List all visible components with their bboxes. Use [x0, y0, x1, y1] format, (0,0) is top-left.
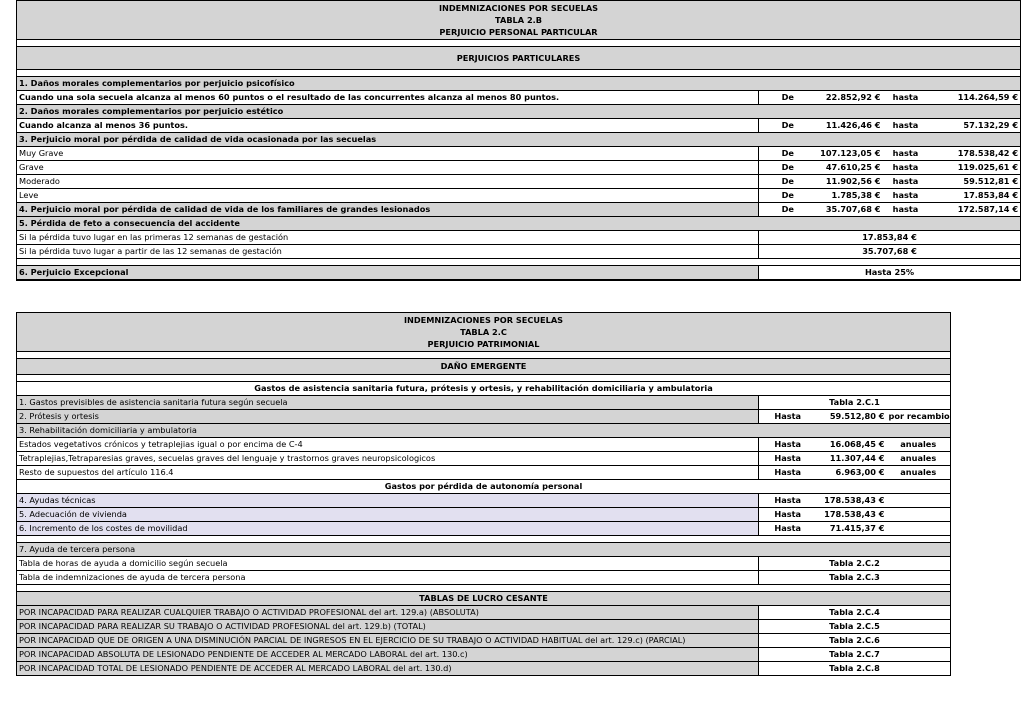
max-value: 172.587,14 €: [929, 203, 1021, 217]
row-empty: [887, 522, 951, 536]
max-value: 114.264,59 €: [929, 91, 1021, 105]
rehabilitacion-heading: 3. Rehabilitación domiciliaria y ambulatoria: [17, 424, 951, 438]
table-row: [17, 161, 1021, 175]
row-value: Hasta 25%: [759, 266, 1021, 281]
section-2-heading: 2. Daños morales complementarios por perjuicio estético: [17, 105, 1021, 119]
row-label: Resto de supuestos del artículo 116.4: [17, 466, 759, 480]
table-row: [17, 175, 1021, 189]
row-label: 2. Prótesis y ortesis: [17, 410, 759, 424]
table-row: [17, 557, 951, 571]
row-note: anuales: [887, 438, 951, 452]
table-row: [17, 634, 951, 648]
row-note: por recambio: [887, 410, 951, 424]
table-row: [17, 438, 951, 452]
spacer-row: [17, 375, 951, 382]
row-label: Cuando una sola secuela alcanza al menos 60 puntos o el resultado de las concurrentes alcanza al menos 80 puntos.: [17, 91, 759, 105]
de-label: De: [759, 91, 817, 105]
spacer-row: [17, 259, 1021, 266]
row-label: 1. Gastos previsibles de asistencia sanitaria futura según secuela: [17, 396, 759, 410]
de-label: De: [759, 147, 817, 161]
min-value: 47.610,25 €: [817, 161, 883, 175]
row-value: 11.307,44 €: [817, 452, 887, 466]
perjuicios-particulares-header: PERJUICIOS PARTICULARES: [17, 47, 1021, 70]
table-row: [17, 522, 951, 536]
hasta-label: Hasta: [759, 466, 817, 480]
table-row: [17, 620, 951, 634]
spacer-row: [17, 585, 951, 592]
row-value: Tabla 2.C.3: [759, 571, 951, 585]
de-label: De: [759, 161, 817, 175]
max-value: 17.853,84 €: [929, 189, 1021, 203]
row-empty: [887, 494, 951, 508]
row-label: Cuando alcanza al menos 36 puntos.: [17, 119, 759, 133]
section-6-heading: 6. Perjuicio Excepcional: [17, 266, 759, 281]
table-2c-header: [17, 313, 951, 352]
table-row: [17, 606, 951, 620]
table-2b-title-line3: PERJUICIO PERSONAL PARTICULAR: [439, 27, 598, 37]
row-label: Moderado: [17, 175, 759, 189]
spacer-row: [17, 352, 951, 359]
table-row: [17, 508, 951, 522]
row-value: 178.538,43 €: [817, 494, 887, 508]
row-value: Tabla 2.C.5: [759, 620, 951, 634]
row-value: Tabla 2.C.1: [759, 396, 951, 410]
hasta-label: Hasta: [759, 522, 817, 536]
row-value: 35.707,68 €: [759, 245, 1021, 259]
hasta-label: hasta: [883, 203, 929, 217]
spacer-row: [17, 40, 1021, 47]
row-value: 59.512,80 €: [817, 410, 887, 424]
row-label: Muy Grave: [17, 147, 759, 161]
table-row: [17, 648, 951, 662]
row-value: Tabla 2.C.4: [759, 606, 951, 620]
max-value: 178.538,42 €: [929, 147, 1021, 161]
table-row: [17, 662, 951, 676]
table-row: [17, 91, 1021, 105]
row-value: 71.415,37 €: [817, 522, 887, 536]
table-row: [17, 147, 1021, 161]
row-value: Tabla 2.C.2: [759, 557, 951, 571]
table-2c-title-line2: TABLA 2.C: [460, 327, 507, 337]
hasta-label: hasta: [883, 119, 929, 133]
hasta-label: hasta: [883, 161, 929, 175]
row-label: Si la pérdida tuvo lugar en las primeras 12 semanas de gestación: [17, 231, 759, 245]
table-2b-title-line2: TABLA 2.B: [495, 15, 543, 25]
hasta-label: Hasta: [759, 438, 817, 452]
table-row: [17, 203, 1021, 217]
row-label: 5. Adecuación de vivienda: [17, 508, 759, 522]
max-value: 59.512,81 €: [929, 175, 1021, 189]
row-value: 17.853,84 €: [759, 231, 1021, 245]
section-4-heading: 4. Perjuicio moral por pérdida de calidad de vida de los familiares de grandes lesionados: [17, 203, 759, 217]
table-2b-title-line1: INDEMNIZACIONES POR SECUELAS: [438, 3, 599, 13]
lucro-cesante-header: TABLAS DE LUCRO CESANTE: [17, 592, 951, 606]
spacer-row: [17, 536, 951, 543]
table-row: [17, 466, 951, 480]
table-row: [17, 494, 951, 508]
table-row: [17, 410, 951, 424]
row-label: Tabla de horas de ayuda a domicilio según secuela: [17, 557, 759, 571]
row-value: Tabla 2.C.8: [759, 662, 951, 676]
min-value: 107.123,05 €: [817, 147, 883, 161]
min-value: 11.902,56 €: [817, 175, 883, 189]
row-label: 6. Incremento de los costes de movilidad: [17, 522, 759, 536]
min-value: 11.426,46 €: [817, 119, 883, 133]
table-2c-title-line1: INDEMNIZACIONES POR SECUELAS: [403, 315, 564, 325]
table-row: [17, 245, 1021, 259]
row-value: Tabla 2.C.6: [759, 634, 951, 648]
hasta-label: Hasta: [759, 494, 817, 508]
table-row: [17, 452, 951, 466]
table-row: [17, 231, 1021, 245]
gastos-asistencia-heading: Gastos de asistencia sanitaria futura, prótesis y ortesis, y rehabilitación domiciliaria y ambulatoria: [17, 382, 951, 396]
row-note: anuales: [887, 452, 951, 466]
spacer-row: [17, 70, 1021, 77]
row-label: POR INCAPACIDAD PARA REALIZAR SU TRABAJO O ACTIVIDAD PROFESIONAL del art. 129.b) (TOTAL): [17, 620, 759, 634]
dano-emergente-header: DAÑO EMERGENTE: [17, 359, 951, 375]
row-value: Tabla 2.C.7: [759, 648, 951, 662]
tercera-persona-heading: 7. Ayuda de tercera persona: [17, 543, 951, 557]
hasta-label: Hasta: [759, 410, 817, 424]
row-label: 4. Ayudas técnicas: [17, 494, 759, 508]
table-row: [17, 119, 1021, 133]
section-5-heading: 5. Pérdida de feto a consecuencia del accidente: [17, 217, 1021, 231]
hasta-label: hasta: [883, 147, 929, 161]
table-row: [17, 266, 1021, 281]
max-value: 57.132,29 €: [929, 119, 1021, 133]
row-value: 6.963,00 €: [817, 466, 887, 480]
table-row: [17, 396, 951, 410]
table-2b: [16, 0, 1021, 281]
table-2c: [16, 312, 951, 676]
section-3-heading: 3. Perjuicio moral por pérdida de calidad de vida ocasionada por las secuelas: [17, 133, 1021, 147]
row-value: 178.538,43 €: [817, 508, 887, 522]
row-label: POR INCAPACIDAD PARA REALIZAR CUALQUIER TRABAJO O ACTIVIDAD PROFESIONAL del art. 129.a) (ABSOLUTA): [17, 606, 759, 620]
table-row: [17, 189, 1021, 203]
row-label: POR INCAPACIDAD QUE DE ORIGEN A UNA DISMINUCIÓN PARCIAL DE INGRESOS EN EL EJERCICIO DE SU TRABAJO O ACTIVIDAD HABITUAL del art. 129.c) (PARCIAL): [17, 634, 759, 648]
table-2c-title-line3: PERJUICIO PATRIMONIAL: [427, 339, 540, 349]
row-label: POR INCAPACIDAD TOTAL DE LESIONADO PENDIENTE DE ACCEDER AL MERCADO LABORAL del art. 130.d): [17, 662, 759, 676]
hasta-label: hasta: [883, 175, 929, 189]
row-label: Estados vegetativos crónicos y tetraplejias igual o por encima de C-4: [17, 438, 759, 452]
row-label: Grave: [17, 161, 759, 175]
row-label: Si la pérdida tuvo lugar a partir de las 12 semanas de gestación: [17, 245, 759, 259]
row-empty: [887, 508, 951, 522]
table-2b-title: [17, 1, 1021, 40]
max-value: 119.025,61 €: [929, 161, 1021, 175]
de-label: De: [759, 189, 817, 203]
row-label: Tetraplejias,Tetraparesias graves, secuelas graves del lenguaje y trastornos graves neuropsicologicos: [17, 452, 759, 466]
row-value: 16.068,45 €: [817, 438, 887, 452]
table-2c-title: [17, 313, 951, 352]
de-label: De: [759, 119, 817, 133]
de-label: De: [759, 175, 817, 189]
hasta-label: hasta: [883, 91, 929, 105]
min-value: 35.707,68 €: [817, 203, 883, 217]
de-label: De: [759, 203, 817, 217]
row-note: anuales: [887, 466, 951, 480]
table-row: [17, 571, 951, 585]
row-label: Leve: [17, 189, 759, 203]
hasta-label: Hasta: [759, 452, 817, 466]
hasta-label: Hasta: [759, 508, 817, 522]
min-value: 1.785,38 €: [817, 189, 883, 203]
min-value: 22.852,92 €: [817, 91, 883, 105]
table-2b-header: [17, 1, 1021, 40]
row-label: Tabla de indemnizaciones de ayuda de tercera persona: [17, 571, 759, 585]
gastos-autonomia-heading: Gastos por pérdida de autonomía personal: [17, 480, 951, 494]
section-1-heading: 1. Daños morales complementarios por perjuicio psicofísico: [17, 77, 1021, 91]
row-label: POR INCAPACIDAD ABSOLUTA DE LESIONADO PENDIENTE DE ACCEDER AL MERCADO LABORAL del art. 130.c): [17, 648, 759, 662]
hasta-label: hasta: [883, 189, 929, 203]
